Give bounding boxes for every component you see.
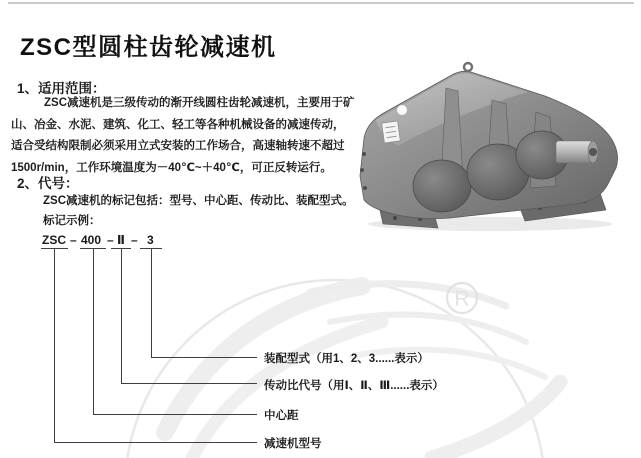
paragraph-line: 适合受结构限制必须采用立式安装的工作场合，高速轴转速不超过 — [11, 140, 345, 152]
base-bolt-hole — [393, 216, 397, 220]
product-photo — [350, 58, 630, 234]
code-intro-text: ZSC减速机的标记包括：型号、中心距、传动比、装配型式。 — [43, 195, 354, 207]
section-code-heading: 2、代号： — [17, 176, 79, 191]
output-shaft — [556, 141, 593, 163]
connector-line-horizontal-model — [54, 442, 257, 443]
flange-bolt — [362, 152, 366, 156]
callout-ratio-code: 传动比代号（用Ⅰ、Ⅱ、Ⅲ......表示） — [264, 379, 444, 392]
flange-bolt — [360, 168, 364, 172]
shaft-end-center — [589, 148, 597, 156]
paragraph-line: ZSC减速机是三级传动的渐开线圆柱齿轮减速机，主要用于矿 — [44, 97, 355, 109]
paragraph-line: 1500r/min，工作环境温度为－40℃~＋40℃，可正反转运行。 — [11, 161, 332, 174]
designation-code-row — [0, 233, 320, 247]
ratio-code-value: Ⅱ — [117, 233, 125, 247]
connector-line-vertical-model — [54, 249, 55, 442]
callout-assembly-type: 装配型式（用1、2、3......表示） — [264, 352, 429, 365]
usage-paragraph — [11, 93, 355, 179]
model-code: ZSC — [42, 233, 66, 247]
registered-mark-letter: R — [454, 287, 470, 311]
callout-center-distance: 中心距 — [264, 409, 299, 422]
center-distance-value: 400 — [81, 233, 102, 247]
connector-line-vertical-center-distance — [93, 249, 94, 414]
lifting-eyebolt — [464, 63, 472, 71]
section-usage-heading: 1、适用范围： — [17, 81, 106, 96]
example-label: 标记示例： — [43, 215, 101, 227]
connector-line-vertical-assembly — [151, 249, 152, 357]
nameplate — [382, 121, 401, 143]
dash-separator: – — [131, 233, 138, 247]
dash-separator: – — [70, 233, 77, 247]
connector-line-vertical-ratio — [121, 249, 122, 384]
flange-bolt — [363, 186, 367, 190]
paragraph-line: 山、冶金、水泥、建筑、化工、轻工等各种机械设备的减速传动， — [11, 118, 345, 131]
connector-line-horizontal-ratio — [121, 383, 258, 384]
oil-sight-plug — [397, 105, 407, 115]
page-title: ZSC型圆柱齿轮减速机 — [20, 34, 277, 61]
callout-reducer-model: 减速机型号 — [264, 437, 322, 450]
assembly-code-value: 3 — [147, 233, 154, 247]
connector-line-horizontal-assembly — [151, 357, 257, 358]
dash-separator: – — [107, 233, 114, 247]
connector-line-horizontal-center-distance — [93, 414, 257, 415]
bearing-boss — [413, 160, 471, 212]
